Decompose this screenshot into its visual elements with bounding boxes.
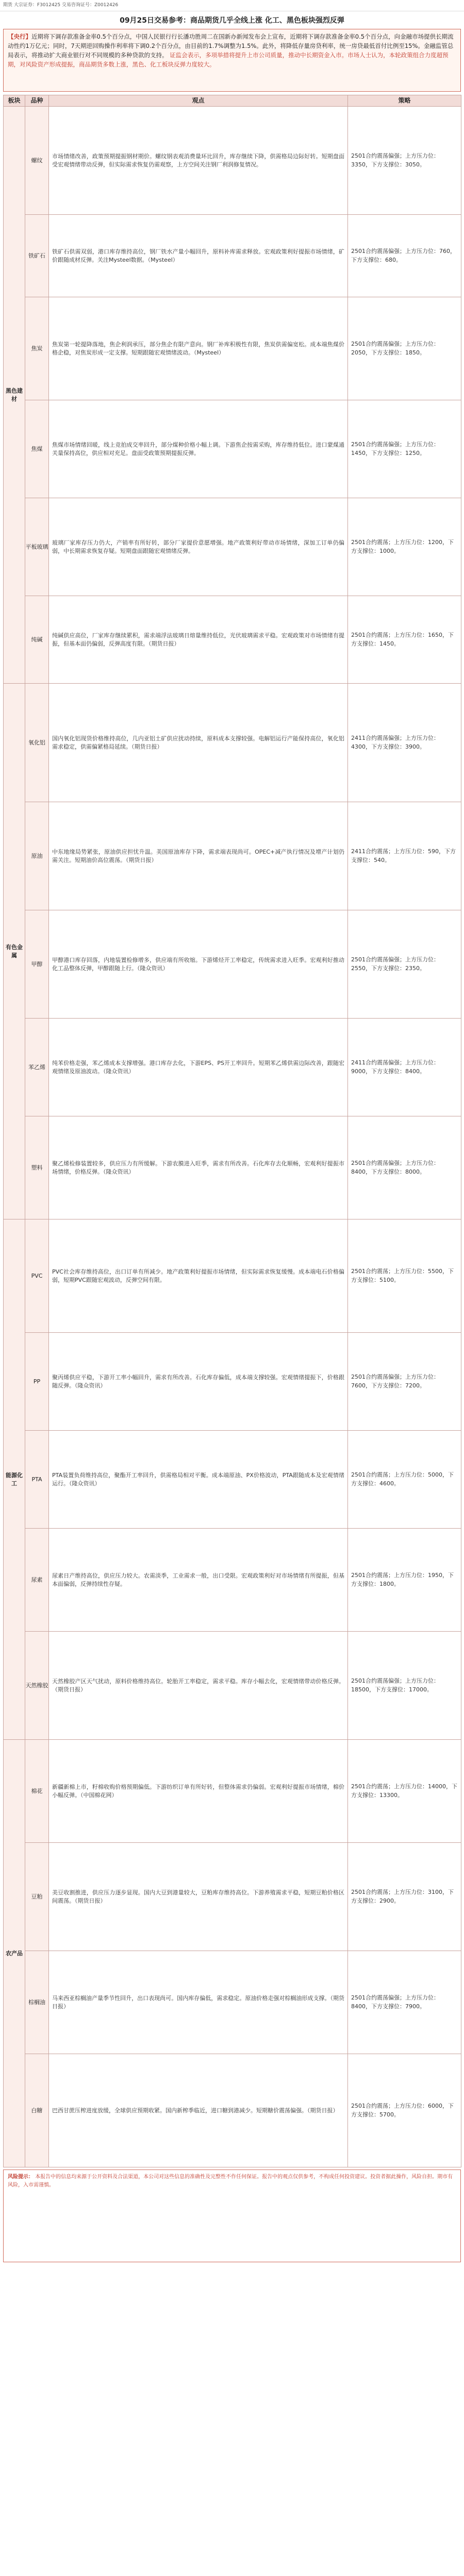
strategy-cell: 2501合约震荡偏强；上方压力位：2050，下方支撑位：1850。 — [348, 297, 461, 400]
view-cell: 焦炭第一轮提降落地，焦企利润承压，部分焦企有限产意向。钢厂补库积极性有限，焦炭供需偏宽松。成本端焦煤价格企稳，对焦炭形成一定支撑。短期跟随宏观情绪波动。（Mysteel） — [49, 297, 348, 400]
variety-cell: 氧化铝 — [25, 684, 49, 802]
strategy-cell: 2501合约震荡偏强；上方压力位：7600，下方支撑位：7200。 — [348, 1333, 461, 1431]
page-title: 09月25日交易参考：商品期货几乎全线上涨 化工、黑色板块强烈反弹 — [120, 16, 344, 25]
view-cell: 聚乙烯检修装置较多，供应压力有所缓解。下游农膜进入旺季，需求有所改善。石化库存去化顺畅，宏观利好提振市场情绪，价格反弹。（隆众资讯） — [49, 1116, 348, 1219]
disclaimer-text: 本报告中的信息均来源于公开资料及合法渠道，本公司对这些信息的准确性及完整性不作任何保证。报告中的观点仅供参考，不构成任何投资建议。投资者据此操作，风险自担。期市有风险，入市需谨慎。 — [8, 2174, 453, 2188]
strategy-cell: 2501合约震荡偏强；上方压力位：3350，下方支撑位：3050。 — [348, 107, 461, 215]
table-row — [4, 107, 461, 215]
view-cell: 美豆收割推进，供应压力逐步显现。国内大豆到港量较大，豆粕库存维持高位。下游养殖需求平稳，短期豆粕价格区间震荡。（期货日报） — [49, 1843, 348, 1951]
view-cell: 尿素日产维持高位，供应压力较大。农需淡季，工业需求一般，出口受限。宏观政策利好对市场情绪有所提振，但基本面偏弱，反弹持续性存疑。 — [49, 1529, 348, 1632]
table-row — [4, 596, 461, 684]
strategy-cell: 2411合约震荡偏强；上方压力位：4300，下方支撑位：3900。 — [348, 684, 461, 802]
table-row — [4, 297, 461, 400]
variety-cell: PVC — [25, 1219, 49, 1333]
variety-cell: 焦炭 — [25, 297, 49, 400]
table-row — [4, 1843, 461, 1951]
variety-cell: 尿素 — [25, 1529, 49, 1632]
sector-cell: 能源化工 — [4, 1219, 25, 1740]
variety-cell: 甲醇 — [25, 910, 49, 1019]
variety-cell: 焦煤 — [25, 400, 49, 498]
top-bar — [0, 0, 464, 11]
view-cell: 新疆新棉上市，籽棉收购价格预期偏低。下游纺织订单有所好转，但整体需求仍偏弱。宏观利好提振市场情绪，棉价小幅反弹。（中国棉花网） — [49, 1740, 348, 1843]
table-row — [4, 498, 461, 596]
reference-table — [3, 95, 461, 2167]
strategy-cell: 2501合约震荡；上方压力位：1200，下方支撑位：1000。 — [348, 498, 461, 596]
sector-cell: 有色金属 — [4, 684, 25, 1219]
sector-cell: 农产品 — [4, 1740, 25, 2167]
header-view: 观点 — [49, 95, 348, 107]
strategy-cell: 2501合约震荡；上方压力位：5000，下方支撑位：4600。 — [348, 1431, 461, 1529]
strategy-cell: 2501合约震荡；上方压力位：14000，下方支撑位：13300。 — [348, 1740, 461, 1843]
strategy-cell: 2501合约震荡偏强；上方压力位：760，下方支撑位：680。 — [348, 215, 461, 297]
variety-cell: 豆粕 — [25, 1843, 49, 1951]
strategy-cell: 2411合约震荡偏强；上方压力位：9000，下方支撑位：8400。 — [348, 1019, 461, 1116]
view-cell: 马来西亚棕榈油产量季节性回升，出口表现尚可。国内库存偏低，需求稳定。原油价格走强对棕榈油形成支撑。（期货日报） — [49, 1951, 348, 2054]
view-cell: 天然橡胶产区天气扰动，原料价格维持高位。轮胎开工率稳定，需求平稳。库存小幅去化，宏观情绪带动价格反弹。（期货日报） — [49, 1632, 348, 1740]
variety-cell: 天然橡胶 — [25, 1632, 49, 1740]
strategy-cell: 2501合约震荡；上方压力位：1650，下方支撑位：1450。 — [348, 596, 461, 684]
variety-cell: PP — [25, 1333, 49, 1431]
variety-cell: 铁矿石 — [25, 215, 49, 297]
strategy-cell: 2501合约震荡偏强；上方压力位：8400，下方支撑位：8000。 — [348, 1116, 461, 1219]
view-cell: 纯碱供应高位，厂家库存继续累积，需求端浮法玻璃日熔量维持低位，光伏玻璃需求平稳。宏观政策对市场情绪有提振，但基本面仍偏弱，反弹高度有限。（期货日报） — [49, 596, 348, 684]
sector-cell: 黑色建材 — [4, 107, 25, 684]
variety-cell: 塑料 — [25, 1116, 49, 1219]
view-cell: 中东地缘局势紧张，原油供应担忧升温。美国原油库存下降，需求端表现尚可。OPEC+减产执行情况及增产计划仍需关注。短期油价高位震荡。（期货日报） — [49, 802, 348, 910]
table-row — [4, 215, 461, 297]
variety-cell: 平板玻璃 — [25, 498, 49, 596]
variety-cell: 白糖 — [25, 2054, 49, 2167]
table-row — [4, 1529, 461, 1632]
table-body — [4, 107, 461, 2167]
strategy-cell: 2501合约震荡；上方压力位：6000，下方支撑位：5700。 — [348, 2054, 461, 2167]
strategy-cell: 2501合约震荡偏强；上方压力位：1450，下方支撑位：1250。 — [348, 400, 461, 498]
view-cell: PVC社会库存维持高位，出口订单有所减少。地产政策利好提振市场情绪，但实际需求恢复缓慢。成本端电石价格偏弱，短期PVC跟随宏观波动，反弹空间有限。 — [49, 1219, 348, 1333]
strategy-cell: 2411合约震荡；上方压力位：590，下方支撑位：540。 — [348, 802, 461, 910]
variety-cell: PTA — [25, 1431, 49, 1529]
table-row — [4, 1740, 461, 1843]
view-cell: 纯苯价格走强，苯乙烯成本支撑增强。港口库存去化，下游EPS、PS开工率回升。短期苯乙烯供需边际改善，跟随宏观情绪及原油波动。（隆众资讯） — [49, 1019, 348, 1116]
strategy-cell: 2501合约震荡偏强；上方压力位：18500，下方支撑位：17000。 — [348, 1632, 461, 1740]
strategy-cell: 2501合约震荡；上方压力位：5500，下方支撑位：5100。 — [348, 1219, 461, 1333]
strategy-cell: 2501合约震荡；上方压力位：3100，下方支撑位：2900。 — [348, 1843, 461, 1951]
table-row — [4, 1116, 461, 1219]
header-sector: 板块 — [4, 95, 25, 107]
view-cell: 甲醇港口库存回落，内地装置检修增多，供应端有所收缩。下游烯烃开工率稳定，传统需求进入旺季。宏观利好推动化工品整体反弹，甲醇跟随上行。（隆众资讯） — [49, 910, 348, 1019]
table-row — [4, 400, 461, 498]
intro-text: 近期将下调存款准备金率0.5个百分点，中国人民银行行长潘功胜周二在国新办新闻发布会上宣布，近期将下调存款准备金率0.5个百分点，向金融市场提供长期流动性约1万亿元；同时，7天期逆回购操作利率将下调0.2个百分点，由目前的1.7%调整为1.5%。此外，将降低存量房贷利率，统一房贷最低首付比例至15%。金融监管总局表示，将推动扩大商业银行对不同规模的多种贷款的支持。 — [8, 33, 454, 59]
variety-cell: 螺纹 — [25, 107, 49, 215]
strategy-cell: 2501合约震荡偏强；上方压力位：2550，下方支撑位：2350。 — [348, 910, 461, 1019]
table-row — [4, 1019, 461, 1116]
table-row — [4, 1951, 461, 2054]
view-cell: 玻璃厂家库存压力仍大，产销率有所好转，部分厂家提价意愿增强。地产政策利好带动市场情绪，深加工订单仍偏弱，中长期需求恢复存疑。短期盘面跟随宏观情绪反弹。 — [49, 498, 348, 596]
variety-cell: 棉花 — [25, 1740, 49, 1843]
view-cell: 市场情绪改善，政策预期提振钢材期价。螺纹钢表观消费量环比回升，库存继续下降，供需格局边际好转。短期盘面受宏观情绪带动反弹，但实际需求恢复仍需观察，上方空间关注钢厂利润修复情况。 — [49, 107, 348, 215]
view-cell: 国内氧化铝现货价格维持高位，几内亚铝土矿供应扰动持续，原料成本支撑较强。电解铝运行产能保持高位，氧化铝需求稳定，供需偏紧格局延续。（期货日报） — [49, 684, 348, 802]
intro-tag: 【央行】 — [8, 33, 31, 41]
header-strategy: 策略 — [348, 95, 461, 107]
table-row — [4, 802, 461, 910]
table-row — [4, 2054, 461, 2167]
table-row — [4, 684, 461, 802]
header-variety: 品种 — [25, 95, 49, 107]
table-row — [4, 1333, 461, 1431]
table-row — [4, 910, 461, 1019]
variety-cell: 纯碱 — [25, 596, 49, 684]
strategy-cell: 2501合约震荡偏强；上方压力位：8400，下方支撑位：7900。 — [348, 1951, 461, 2054]
view-cell: 巴西甘蔗压榨进度放缓，全球供应预期收紧。国内新榨季临近，进口糖到港减少。短期糖价震荡偏强。（期货日报） — [49, 2054, 348, 2167]
strategy-cell: 2501合约震荡；上方压力位：1950，下方支撑位：1800。 — [348, 1529, 461, 1632]
view-cell: PTA装置负荷维持高位，聚酯开工率回升，供需格局相对平衡。成本端原油、PX价格波动，PTA跟随成本及宏观情绪运行。（隆众资讯） — [49, 1431, 348, 1529]
table-row — [4, 1431, 461, 1529]
risk-disclaimer — [3, 2170, 461, 2262]
view-cell: 聚丙烯供应平稳，下游开工率小幅回升，需求有所改善。石化库存偏低，成本端支撑较强。宏观情绪提振下，价格跟随反弹。（隆众资讯） — [49, 1333, 348, 1431]
variety-cell: 苯乙烯 — [25, 1019, 49, 1116]
view-cell: 铁矿石供需双弱，港口库存维持高位，钢厂铁水产量小幅回升，原料补库需求释放。宏观政策利好提振市场情绪，矿价跟随成材反弹。关注Mysteel数据。（Mysteel） — [49, 215, 348, 297]
table-row — [4, 1219, 461, 1333]
variety-cell: 原油 — [25, 802, 49, 910]
intro-box — [3, 29, 461, 92]
table-row — [4, 1632, 461, 1740]
view-cell: 焦煤市场情绪回暖，线上竞拍成交率回升，部分煤种价格小幅上调。下游焦企按需采购，库存维持低位。进口蒙煤通关量保持高位，供应相对充足。盘面受政策预期提振反弹。 — [49, 400, 348, 498]
top-bar-text: 期货 大宗证券：F3012425 交易咨询证号：Z0012426 — [3, 2, 119, 8]
variety-cell: 棕榈油 — [25, 1951, 49, 2054]
intro-text-2: 证监会表示，多项举措将提升上市公司质量，推动中长期资金入市。市场人士认为，本轮政策组合力度超预期，对风险资产形成提振，商品期货多数上涨，黑色、化工板块反弹力度较大。 — [8, 51, 449, 68]
table-header-row — [4, 95, 461, 107]
disclaimer-title: 风险提示： — [8, 2174, 34, 2180]
